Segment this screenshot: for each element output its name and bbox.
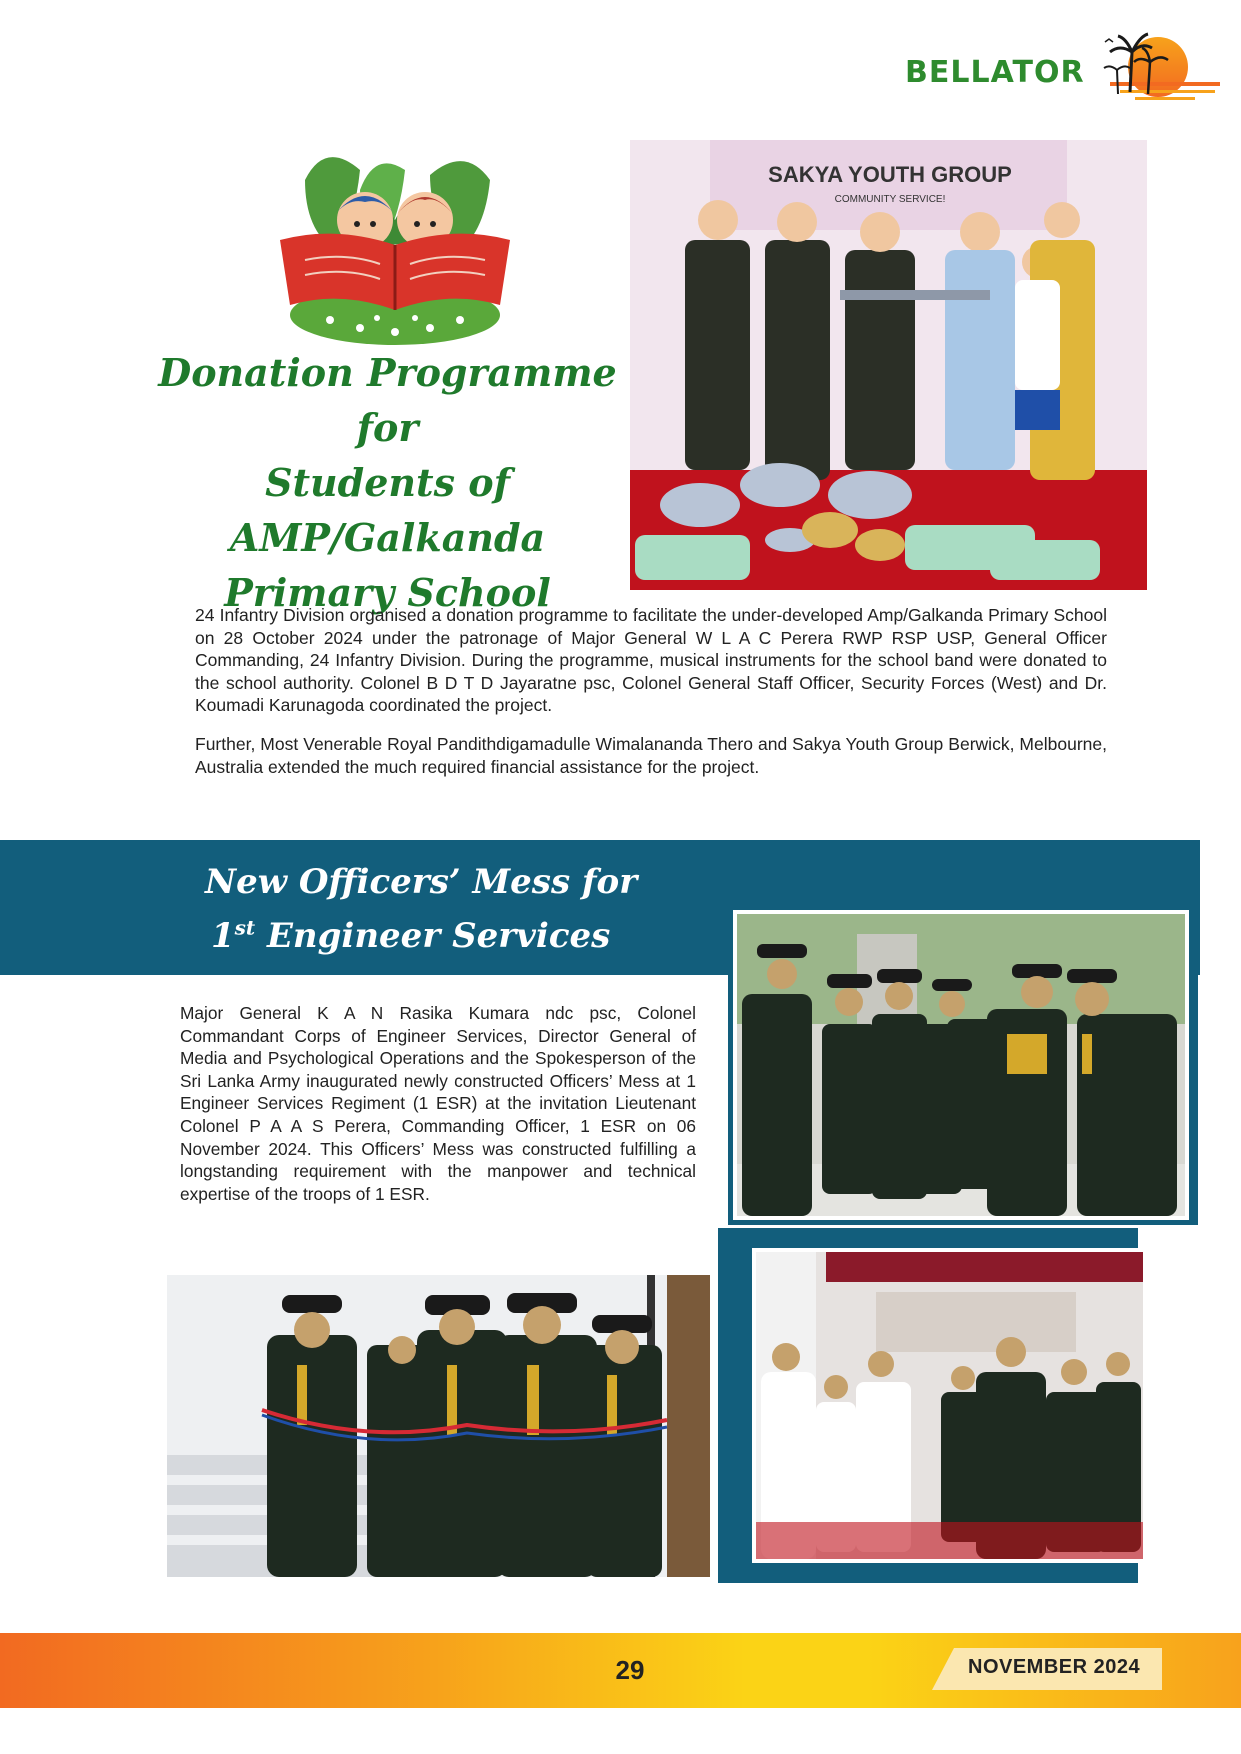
donation-ceremony-photo xyxy=(630,140,1147,590)
section1-title-line: Donation Programme for xyxy=(158,350,617,450)
section2-body xyxy=(180,1002,696,1205)
children-reading-book-illustration xyxy=(265,140,525,350)
regiment-name: Engineer Services Regiment xyxy=(211,916,611,1010)
section2-title-line: New Officers’ Mess for xyxy=(205,862,638,902)
officers-mess-gathering-photo xyxy=(752,1248,1147,1563)
section2-title xyxy=(205,855,745,1017)
ordinal-suffix: st xyxy=(234,915,256,940)
section1-title xyxy=(150,345,625,620)
regiment-number: 1 xyxy=(211,916,235,956)
section1-title-line: Students of AMP/Galkanda xyxy=(229,460,546,560)
officers-handshake-photo xyxy=(733,910,1189,1220)
issue-date: NOVEMBER 2024 xyxy=(968,1656,1141,1678)
palm-sunset-logo-icon xyxy=(1090,22,1220,117)
section1-title-line: Primary School xyxy=(224,570,551,615)
photo-banner-title: SAKYA YOUTH GROUP xyxy=(768,162,1012,187)
section1-paragraph: 24 Infantry Division organised a donation programme to facilitate the under-developed Amp/Galkanda Primary School on 28 October 2024 under the patronage of Major General W L A C Perera RWP RSP USP, General Officer Commanding, 24 Infantry Division. During the programme, musical instruments for the school band were donated to the school authority. Colonel B D T D Jayaratne psc, Colonel General Staff Officer, Security Forces (West) and Dr. Koumadi Karunagoda coordinated the project. xyxy=(195,605,1107,716)
section1-body xyxy=(195,604,1107,778)
magazine-logo-text: BELLATOR xyxy=(905,55,1085,90)
page-number: 29 xyxy=(615,1655,645,1685)
ribbon-cutting-photo xyxy=(167,1275,710,1577)
section2-title-line xyxy=(205,909,745,1017)
photo-banner-subtitle: COMMUNITY SERVICE! xyxy=(834,194,946,205)
section1-paragraph: Further, Most Venerable Royal Pandithdigamadulle Wimalananda Thero and Sakya Youth Group Berwick, Melbourne, Australia extended the much required financial assistance for the project. xyxy=(195,733,1107,777)
section2-paragraph: Major General K A N Rasika Kumara ndc psc, Colonel Commandant Corps of Engineer Services, Director General of Media and Psychological Operations and the Spokesperson of the Sri Lanka Army inaugurated newly constructed Officers’ Mess at 1 Engineer Services Regiment (1 ESR) at the invitation Lieutenant Colonel P A A S Perera, Commanding Officer, 1 ESR on 06 November 2024. This Officers’ Mess was constructed fulfilling a longstanding requirement with the manpower and technical expertise of the troops of 1 ESR. xyxy=(180,1003,696,1204)
